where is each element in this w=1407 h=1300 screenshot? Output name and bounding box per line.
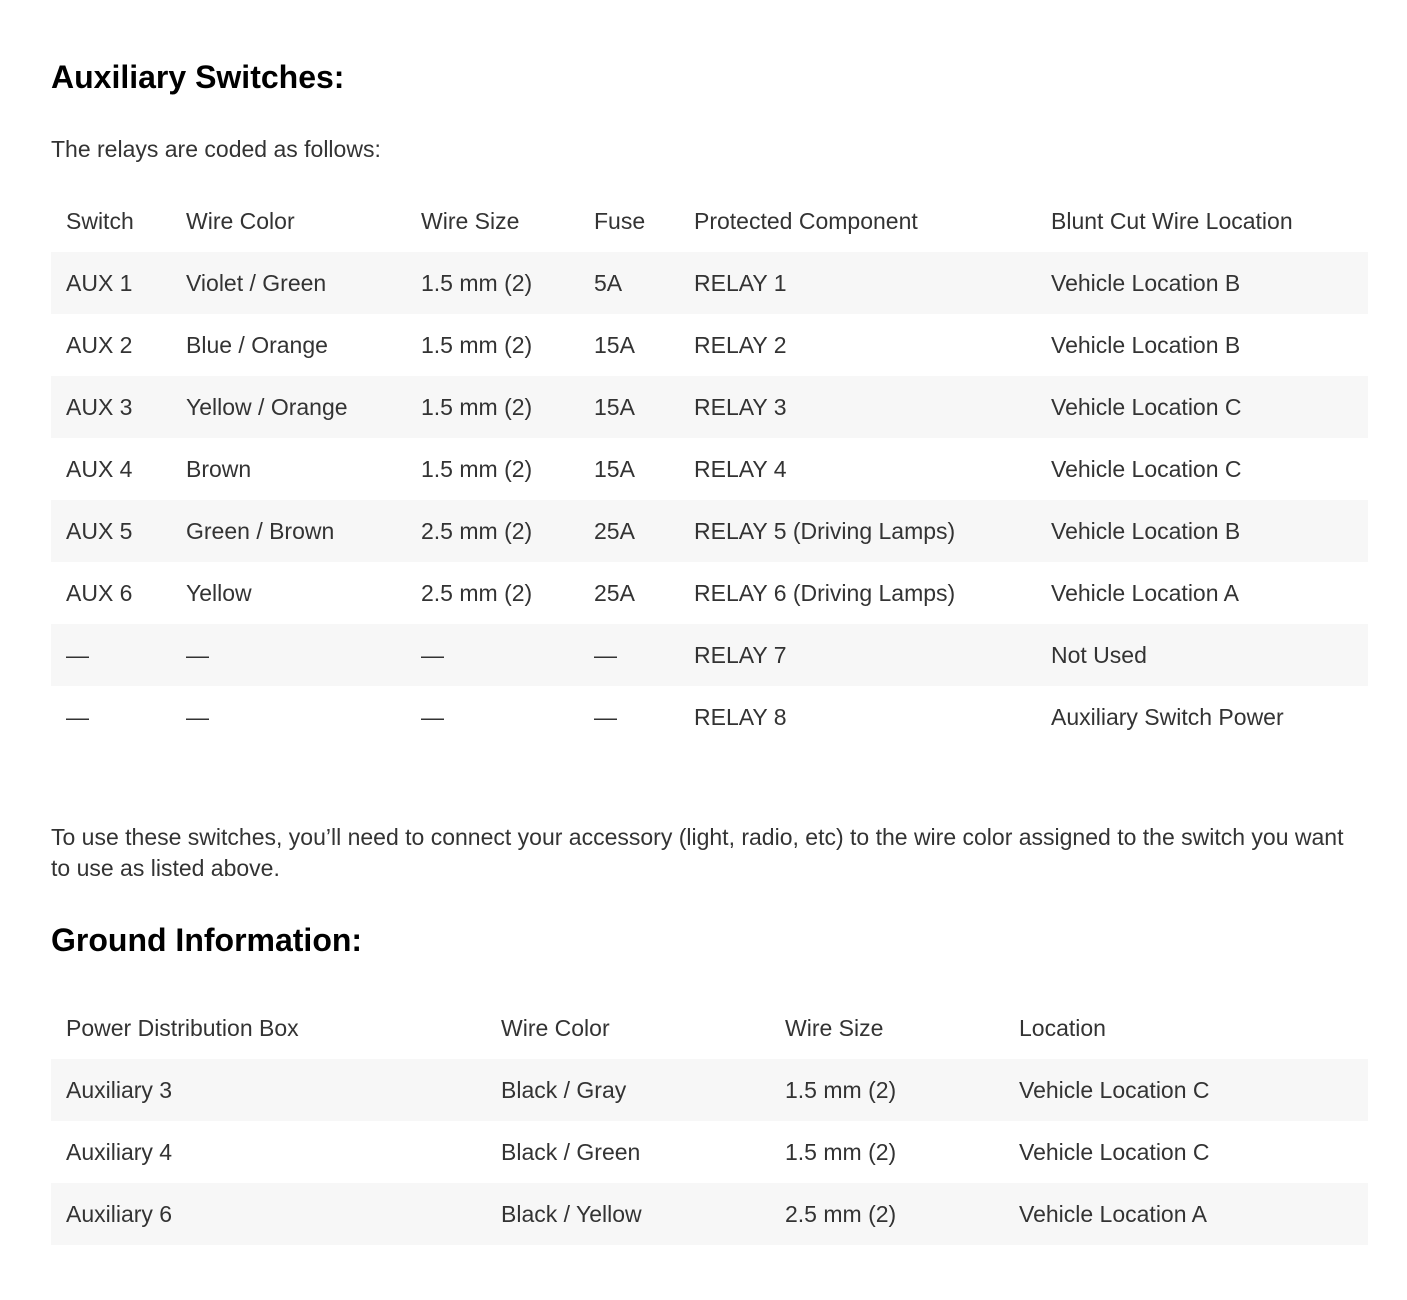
cell-switch: AUX 4	[51, 438, 171, 500]
table-row	[51, 314, 1368, 376]
cell-wire-color: Black / Yellow	[486, 1183, 770, 1245]
cell-switch: AUX 3	[51, 376, 171, 438]
cell-wire-size: 1.5 mm (2)	[406, 376, 579, 438]
cell-location: Vehicle Location C	[1004, 1121, 1368, 1183]
cell-power-distribution-box: Auxiliary 4	[51, 1121, 486, 1183]
cell-wire-size: 2.5 mm (2)	[406, 500, 579, 562]
table-row	[51, 562, 1368, 624]
cell-wire-color: Yellow / Orange	[171, 376, 406, 438]
cell-wire-size: 2.5 mm (2)	[406, 562, 579, 624]
ground-information-heading: Ground Information:	[51, 922, 363, 958]
table-row	[51, 500, 1368, 562]
cell-protected-component: RELAY 1	[679, 252, 1036, 314]
cell-power-distribution-box: Auxiliary 3	[51, 1059, 486, 1121]
cell-protected-component: RELAY 4	[679, 438, 1036, 500]
cell-wire-color: Violet / Green	[171, 252, 406, 314]
ground-information-table	[51, 997, 1368, 1245]
column-header-wire-size: Wire Size	[421, 207, 520, 234]
cell-switch: AUX 2	[51, 314, 171, 376]
table-header-row	[51, 997, 1368, 1059]
cell-wire-color: Green / Brown	[171, 500, 406, 562]
cell-wire-location: Vehicle Location A	[1036, 562, 1368, 624]
cell-wire-location: Vehicle Location B	[1036, 314, 1368, 376]
cell-wire-location: Not Used	[1036, 624, 1368, 686]
cell-wire-location: Vehicle Location C	[1036, 438, 1368, 500]
cell-protected-component: RELAY 2	[679, 314, 1036, 376]
table-row	[51, 1059, 1368, 1121]
cell-protected-component: RELAY 5 (Driving Lamps)	[679, 500, 1036, 562]
cell-wire-size: 2.5 mm (2)	[770, 1183, 1004, 1245]
cell-switch: AUX 6	[51, 562, 171, 624]
auxiliary-switches-table	[51, 190, 1368, 748]
cell-wire-color: Black / Green	[486, 1121, 770, 1183]
cell-switch: AUX 1	[51, 252, 171, 314]
table-row	[51, 376, 1368, 438]
cell-fuse: 25A	[579, 562, 679, 624]
table-row	[51, 624, 1368, 686]
cell-fuse: 15A	[579, 314, 679, 376]
cell-wire-color: —	[171, 686, 406, 748]
cell-wire-location: Auxiliary Switch Power	[1036, 686, 1368, 748]
cell-location: Vehicle Location C	[1004, 1059, 1368, 1121]
cell-fuse: 15A	[579, 438, 679, 500]
column-header-fuse: Fuse	[594, 207, 646, 234]
cell-wire-size: 1.5 mm (2)	[406, 252, 579, 314]
column-header-location: Location	[1019, 1014, 1106, 1041]
ground-table-body	[51, 1059, 1368, 1245]
cell-wire-size: —	[406, 624, 579, 686]
cell-wire-location: Vehicle Location B	[1036, 252, 1368, 314]
column-header-protected-component: Protected Component	[694, 207, 918, 234]
cell-protected-component: RELAY 7	[679, 624, 1036, 686]
column-header-wire-color: Wire Color	[186, 207, 295, 234]
auxiliary-switches-heading: Auxiliary Switches:	[51, 59, 345, 95]
table-row	[51, 1121, 1368, 1183]
cell-wire-size: 1.5 mm (2)	[406, 438, 579, 500]
column-header-wire-size: Wire Size	[785, 1014, 884, 1041]
table-row	[51, 686, 1368, 748]
cell-wire-size: 1.5 mm (2)	[406, 314, 579, 376]
cell-location: Vehicle Location A	[1004, 1183, 1368, 1245]
cell-wire-color: Blue / Orange	[171, 314, 406, 376]
cell-wire-size: 1.5 mm (2)	[770, 1121, 1004, 1183]
table-row	[51, 252, 1368, 314]
table-row	[51, 1183, 1368, 1245]
cell-wire-size: —	[406, 686, 579, 748]
column-header-wire-color: Wire Color	[501, 1014, 610, 1041]
cell-fuse: 15A	[579, 376, 679, 438]
cell-wire-color: —	[171, 624, 406, 686]
cell-wire-color: Brown	[171, 438, 406, 500]
cell-wire-color: Yellow	[171, 562, 406, 624]
cell-protected-component: RELAY 3	[679, 376, 1036, 438]
table-row	[51, 438, 1368, 500]
cell-fuse: 25A	[579, 500, 679, 562]
cell-fuse: —	[579, 686, 679, 748]
column-header-power-distribution-box: Power Distribution Box	[66, 1014, 299, 1041]
cell-fuse: —	[579, 624, 679, 686]
usage-note-text: To use these switches, you’ll need to connect your accessory (light, radio, etc) to the wire color assigned to the switch you want to use as listed above.	[51, 824, 1344, 881]
cell-protected-component: RELAY 8	[679, 686, 1036, 748]
auxiliary-table-body	[51, 252, 1368, 748]
cell-switch: —	[51, 624, 171, 686]
cell-wire-size: 1.5 mm (2)	[770, 1059, 1004, 1121]
cell-switch: —	[51, 686, 171, 748]
cell-wire-location: Vehicle Location B	[1036, 500, 1368, 562]
cell-protected-component: RELAY 6 (Driving Lamps)	[679, 562, 1036, 624]
column-header-blunt-cut-wire-location: Blunt Cut Wire Location	[1051, 207, 1293, 234]
cell-wire-color: Black / Gray	[486, 1059, 770, 1121]
cell-wire-location: Vehicle Location C	[1036, 376, 1368, 438]
table-header-row	[51, 190, 1368, 252]
cell-fuse: 5A	[579, 252, 679, 314]
cell-power-distribution-box: Auxiliary 6	[51, 1183, 486, 1245]
column-header-switch: Switch	[66, 207, 134, 234]
relay-intro-text: The relays are coded as follows:	[51, 136, 381, 162]
cell-switch: AUX 5	[51, 500, 171, 562]
